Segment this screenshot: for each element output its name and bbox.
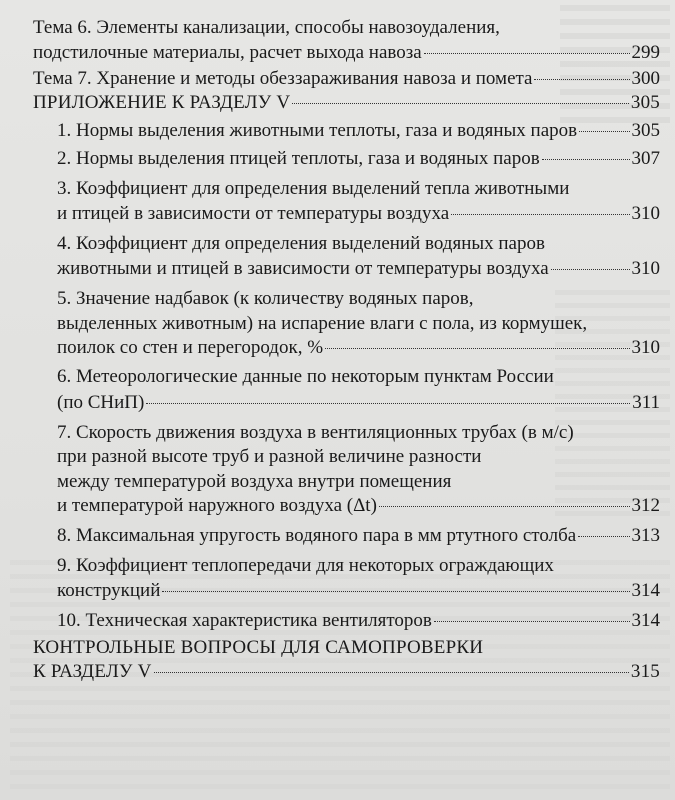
toc-entry-title: 10. Техническая характеристика вентиляторов [57, 610, 432, 631]
toc-entry-line: 9. Коэффициент теплопередачи для некоторых ограждающих [57, 555, 554, 576]
toc-entry-line: КОНТРОЛЬНЫЕ ВОПРОСЫ ДЛЯ САМОПРОВЕРКИ [33, 637, 484, 658]
toc-entry [57, 525, 660, 547]
toc-entry [57, 120, 660, 142]
dot-leader [292, 103, 629, 104]
dot-leader [434, 621, 630, 622]
toc-entry-title: К РАЗДЕЛУ V [33, 661, 152, 682]
toc-page-number: 310 [631, 337, 660, 358]
dot-leader [579, 131, 629, 132]
toc-page-number: 300 [631, 68, 660, 89]
toc-page-number: 312 [631, 495, 660, 516]
dot-leader [451, 214, 629, 215]
toc-page-number: 299 [631, 42, 660, 63]
dot-leader [154, 672, 629, 673]
dot-leader [146, 403, 630, 404]
toc-entry [57, 203, 660, 225]
dot-leader [424, 53, 630, 54]
toc-entry [57, 392, 660, 414]
dot-leader [551, 269, 630, 270]
toc-page-number: 311 [632, 392, 660, 413]
toc-entry-title: и птицей в зависимости от температуры воздуха [57, 203, 450, 224]
toc-entry [57, 610, 660, 632]
dot-leader [534, 79, 629, 80]
toc-entry-line: Тема 6. Элементы канализации, способы навозоудаления, [33, 17, 500, 38]
toc-entry-line: 4. Коэффициент для определения выделений водяных паров [57, 233, 545, 254]
dot-leader [578, 536, 629, 537]
toc-entry [33, 42, 660, 64]
toc-page-number: 305 [631, 120, 660, 141]
toc-entry [33, 92, 660, 114]
toc-entry-title: подстилочные материалы, расчет выхода навоза [33, 42, 422, 63]
toc-entry-title: (по СНиП) [57, 392, 145, 413]
toc-entry [33, 661, 660, 683]
toc-entry [57, 148, 660, 170]
toc-page-number: 313 [631, 525, 660, 546]
toc-entry [57, 258, 660, 280]
toc-page-number: 314 [631, 580, 660, 601]
dot-leader [379, 506, 630, 507]
toc-entry-title: 1. Нормы выделения животными теплоты, газа и водяных паров [57, 120, 578, 141]
toc-entry-title: 8. Максимальная упругость водяного пара в мм ртутного столба [57, 525, 577, 546]
toc-entry [57, 580, 660, 602]
toc-entry-title: животными и птицей в зависимости от температуры воздуха [57, 258, 549, 279]
toc-entry-line: 5. Значение надбавок (к количеству водяных паров, [57, 288, 474, 309]
toc-entry-title: и температурой наружного воздуха (Δt) [57, 495, 377, 516]
toc-entry [33, 68, 660, 90]
toc-entry-title: 2. Нормы выделения птицей теплоты, газа и водяных паров [57, 148, 540, 169]
toc-page-number: 314 [631, 610, 660, 631]
toc-page-number: 310 [631, 258, 660, 279]
dot-leader [542, 159, 630, 160]
toc-entry-line: между температурой воздуха внутри помещения [57, 471, 452, 492]
toc-entry [57, 337, 660, 359]
toc-entry-title: поилок со стен и перегородок, % [57, 337, 324, 358]
toc-page-number: 315 [630, 661, 660, 682]
toc-entry [57, 495, 660, 517]
toc-entry-line: 7. Скорость движения воздуха в вентиляционных трубах (в м/с) [57, 422, 574, 443]
toc-entry-line: 6. Метеорологические данные по некоторым пунктам России [57, 366, 554, 387]
toc-entry-line: выделенных животным) на испарение влаги с пола, из кормушек, [57, 313, 588, 334]
toc-entry-title: конструкций [57, 580, 161, 601]
dot-leader [162, 591, 629, 592]
toc-entry-line: 3. Коэффициент для определения выделений тепла животными [57, 178, 570, 199]
toc-entry-title: Тема 7. Хранение и методы обеззараживания навоза и помета [33, 68, 533, 89]
dot-leader [325, 348, 629, 349]
toc-page-number: 310 [631, 203, 660, 224]
toc-entry-line: при разной высоте труб и разной величине разности [57, 446, 482, 467]
toc-page-number: 307 [631, 148, 660, 169]
toc-entry-title: ПРИЛОЖЕНИЕ К РАЗДЕЛУ V [33, 92, 291, 113]
toc-page-number: 305 [630, 92, 660, 113]
